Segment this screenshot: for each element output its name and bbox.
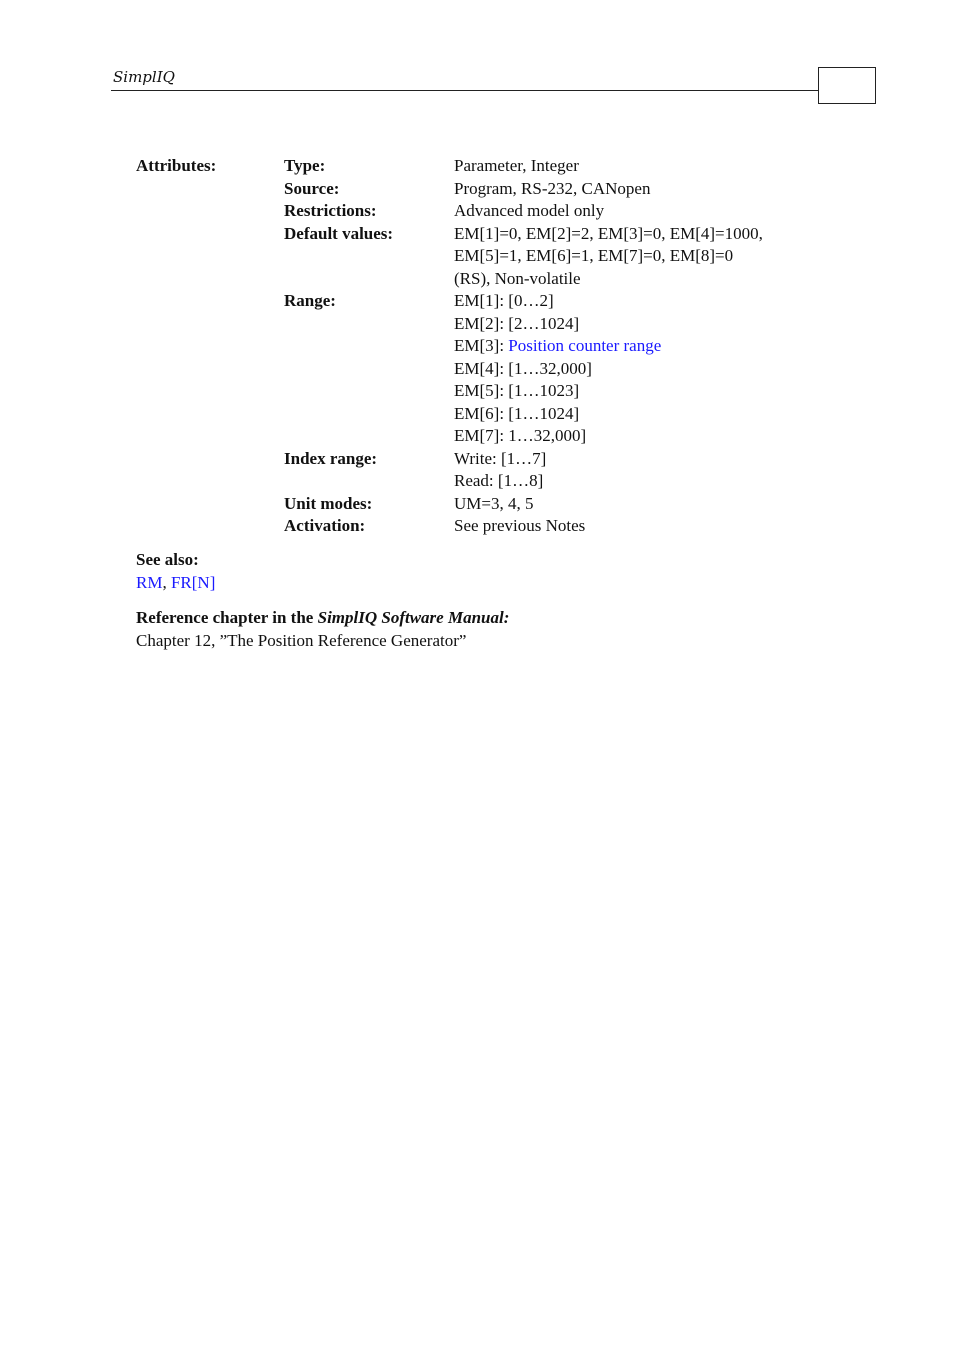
attr-value-range-line	[454, 335, 844, 358]
range-em3-prefix: EM[3]:	[454, 336, 509, 355]
attr-row-type	[284, 155, 844, 178]
see-also-section	[136, 549, 215, 594]
header-rule	[111, 90, 819, 91]
reference-section	[136, 607, 509, 652]
attr-row-default-values	[284, 223, 844, 291]
attr-value-range-line: EM[1]: [0…2]	[454, 291, 554, 310]
page-number-box	[818, 67, 876, 104]
attr-value-default-line: EM[5]=1, EM[6]=1, EM[7]=0, EM[8]=0	[454, 246, 734, 265]
attr-row-restrictions	[284, 200, 844, 223]
reference-manual-title: SimplIQ Software Manual:	[317, 608, 510, 627]
attr-row-index-range	[284, 448, 844, 493]
attr-value-range-line: EM[5]: [1…1023]	[454, 381, 580, 400]
running-header-title: SimplIQ	[113, 68, 175, 86]
see-also-heading: See also:	[136, 550, 199, 569]
attr-label-activation: Activation:	[284, 516, 366, 535]
fr-n-link[interactable]: FR[N]	[170, 572, 216, 592]
reference-heading: Reference chapter in the	[136, 608, 318, 627]
attr-value-index-line: Write: [1…7]	[454, 448, 547, 468]
attr-value-restrictions: Advanced model only	[454, 201, 605, 220]
attr-label-restrictions: Restrictions:	[284, 201, 377, 220]
attr-value-range-line: EM[2]: [2…1024]	[454, 313, 580, 333]
attributes-table	[284, 155, 844, 538]
attr-label-type: Type:	[284, 156, 326, 175]
attr-value-type: Parameter, Integer	[454, 156, 579, 175]
attr-label-default-values: Default values:	[284, 223, 394, 243]
attr-value-index-line: Read: [1…8]	[454, 471, 544, 490]
attr-value-default-line: EM[1]=0, EM[2]=2, EM[3]=0, EM[4]=1000,	[454, 223, 763, 243]
attr-value-unit-modes: UM=3, 4, 5	[454, 493, 534, 513]
attr-value-source: Program, RS-232, CANopen	[454, 178, 651, 198]
see-also-separator: ,	[162, 572, 171, 592]
reference-chapter: Chapter 12, ”The Position Reference Generator”	[136, 630, 467, 650]
attr-value-activation: See previous Notes	[454, 516, 586, 535]
rm-link[interactable]: RM	[136, 572, 163, 592]
attr-row-range	[284, 290, 844, 448]
attributes-heading: Attributes:	[136, 156, 217, 175]
attr-label-index-range: Index range:	[284, 448, 378, 468]
attr-value-range-line: EM[6]: [1…1024]	[454, 403, 580, 423]
attr-value-range-line: EM[4]: [1…32,000]	[454, 358, 592, 378]
attr-value-default-line: (RS), Non-volatile	[454, 268, 581, 288]
attr-row-unit-modes	[284, 493, 844, 516]
attr-value-range-line: EM[7]: 1…32,000]	[454, 426, 587, 445]
position-counter-range-link[interactable]: Position counter range	[508, 336, 662, 355]
attr-label-unit-modes: Unit modes:	[284, 493, 373, 513]
attr-row-activation	[284, 515, 844, 538]
attr-label-range: Range:	[284, 291, 336, 310]
attr-row-source	[284, 178, 844, 201]
attr-label-source: Source:	[284, 178, 340, 198]
